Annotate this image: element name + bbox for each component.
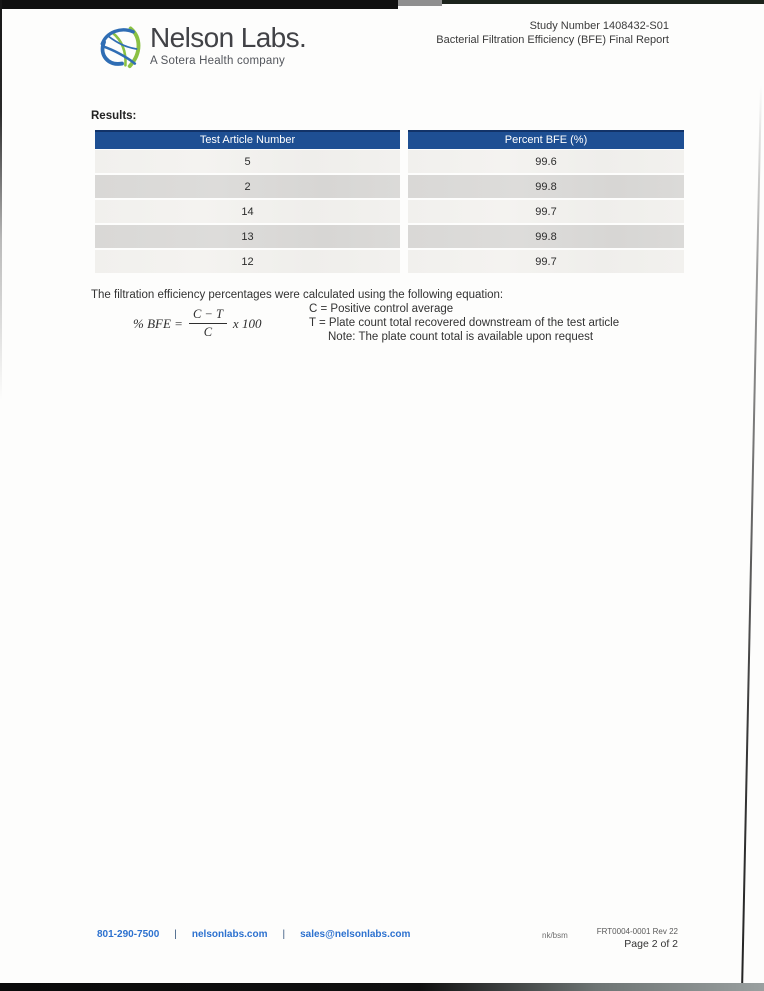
scan-artifact-top-bar (0, 0, 398, 9)
scan-artifact-top-bar-gap (398, 0, 442, 6)
table-row (95, 175, 684, 200)
equation-intro: The filtration efficiency percentages were calculated using the following equation: (91, 289, 504, 301)
study-number: Study Number 1408432-S01 (529, 20, 669, 32)
report-header-info (339, 20, 669, 47)
footer-contact-row (97, 929, 410, 940)
document-reference: FRT0004-0001 Rev 22 (596, 927, 678, 936)
definition-t: T = Plate count total recovered downstream of the test article (309, 317, 620, 329)
cell-percent-bfe: 99.8 (408, 225, 684, 248)
footer-separator: | (282, 929, 286, 940)
logo-wordmark: Nelson Labs. (150, 22, 307, 53)
equation-definitions (309, 302, 619, 344)
table-header-row (95, 130, 684, 149)
footer-separator: | (174, 929, 177, 940)
footer-initials: nk/bsm (542, 931, 568, 940)
table-row (95, 250, 684, 275)
table-row (95, 225, 684, 250)
cell-percent-bfe: 99.7 (408, 200, 684, 223)
scan-artifact-top-bar-thin (442, 0, 764, 4)
table-row (95, 200, 684, 225)
scan-artifact-right-edge (741, 85, 762, 991)
footer-document-info (597, 927, 678, 951)
page-number: Page 2 of 2 (624, 938, 678, 950)
table-row (95, 150, 684, 175)
definition-c: C = Positive control average (309, 303, 454, 315)
formula-lhs: % BFE = (133, 315, 183, 331)
cell-percent-bfe: 99.7 (408, 250, 684, 273)
footer-email-link[interactable]: sales@nelsonlabs.com (300, 929, 411, 940)
scan-artifact-bottom-bar (0, 983, 764, 991)
results-label: Results: (91, 110, 137, 122)
scan-artifact-left-edge (0, 0, 2, 400)
bfe-formula (133, 307, 261, 340)
formula-fraction (189, 307, 227, 340)
cell-percent-bfe: 99.6 (408, 150, 684, 173)
nelson-labs-logo (98, 23, 306, 75)
logo-tagline: A Sotera Health company (150, 55, 286, 67)
cell-test-article: 13 (95, 225, 400, 248)
cell-test-article: 2 (95, 175, 400, 198)
formula-multiplier: x 100 (232, 315, 262, 331)
formula-denominator: C (203, 325, 213, 339)
results-table (95, 130, 684, 275)
nelson-labs-logo-icon (98, 23, 146, 75)
cell-test-article: 12 (95, 250, 400, 273)
cell-test-article: 5 (95, 150, 400, 173)
report-title: Bacterial Filtration Efficiency (BFE) Final Report (436, 33, 669, 46)
cell-percent-bfe: 99.8 (408, 175, 684, 198)
column-header-test-article: Test Article Number (95, 130, 400, 149)
cell-test-article: 14 (95, 200, 400, 223)
footer-website-link[interactable]: nelsonlabs.com (191, 929, 268, 940)
column-header-percent-bfe: Percent BFE (%) (408, 130, 684, 149)
footer-phone[interactable]: 801-290-7500 (97, 929, 160, 940)
formula-numerator: C − T (189, 307, 227, 324)
definition-note: Note: The plate count total is available upon request (328, 331, 594, 343)
